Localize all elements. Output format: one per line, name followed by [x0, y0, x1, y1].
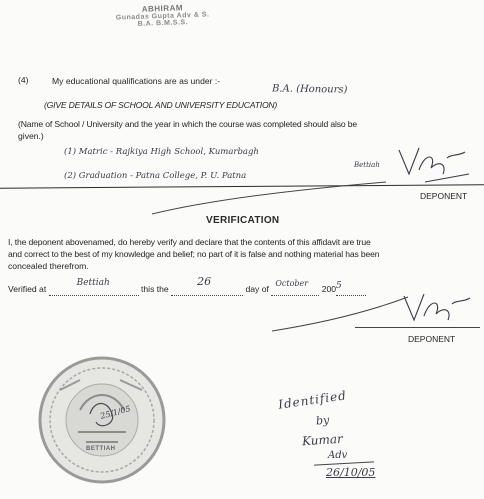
verified-at-label: Verified at: [8, 284, 47, 294]
court-seal: [30, 350, 170, 490]
identification-date: 26/10/05: [326, 466, 376, 479]
verification-line-1: I, the deponent abovenamed, do hereby verify and declare that the contents of this affidavit are true: [8, 237, 371, 247]
qualifications-intro: My educational qualifications are as under :-: [52, 76, 221, 86]
this-the-label: this the: [141, 284, 169, 294]
month-value: October: [275, 279, 309, 288]
verified-at-field: [49, 278, 139, 296]
seal-text: BETTIAH: [86, 446, 116, 452]
header-stamp: [77, 1, 249, 53]
verification-title: VERIFICATION: [206, 215, 280, 226]
seal-sign: 25/1/05: [99, 404, 132, 421]
advocate-signature: Kumar: [301, 431, 344, 449]
day-value: 26: [197, 275, 212, 288]
verification-signature-rule: [355, 327, 480, 328]
verification-line-2: and correct to the best of my knowledge and belief; no part of it is false and nothing material has been: [8, 249, 380, 259]
day-field: [171, 275, 243, 296]
section-number: (4): [18, 75, 29, 85]
instruction-text: (GIVE DETAILS OF SCHOOL AND UNIVERSITY EDUCATION): [44, 100, 278, 110]
day-of-label: day of: [245, 284, 269, 294]
identified-text: Identified: [277, 388, 348, 412]
section4-strike-line: [150, 178, 390, 218]
advocate-underline: [314, 461, 374, 465]
deponent-signature-2: [400, 290, 480, 336]
deponent-signature-1: [395, 144, 475, 194]
verification-line-3: concealed therefrom.: [8, 261, 89, 271]
header-stamp-line-1: ABHIRAM: [141, 3, 184, 14]
qualifications-handwritten: B.A. (Honours): [271, 83, 348, 96]
year-suffix: 5: [336, 281, 342, 291]
education-entry-1-sub: Bettiah: [354, 161, 380, 169]
school-name-instruction-2: given.): [18, 131, 44, 141]
verification-strike-line: [270, 295, 410, 335]
education-entry-1: (1) Matric - Rajkiya High School, Kumarbagh: [64, 147, 259, 157]
identified-by-text: by: [315, 413, 330, 428]
advocate-role: Adv: [328, 450, 348, 461]
year-prefix: 200: [321, 284, 337, 294]
deponent-label-2: DEPONENT: [408, 334, 456, 344]
education-entry-2: (2) Graduation - Patna College, P. U. Patna: [64, 171, 247, 181]
header-stamp-line-2: Gunadas Gupta Adv & S.: [115, 11, 210, 22]
school-name-instruction-1: (Name of School / University and the year in which the course was completed should also be: [18, 119, 358, 129]
deponent-label-1: DEPONENT: [420, 191, 468, 201]
verified-at-value: Bettiah: [76, 278, 110, 288]
header-stamp-line-3: B.A. B.M.S.S.: [137, 19, 189, 28]
